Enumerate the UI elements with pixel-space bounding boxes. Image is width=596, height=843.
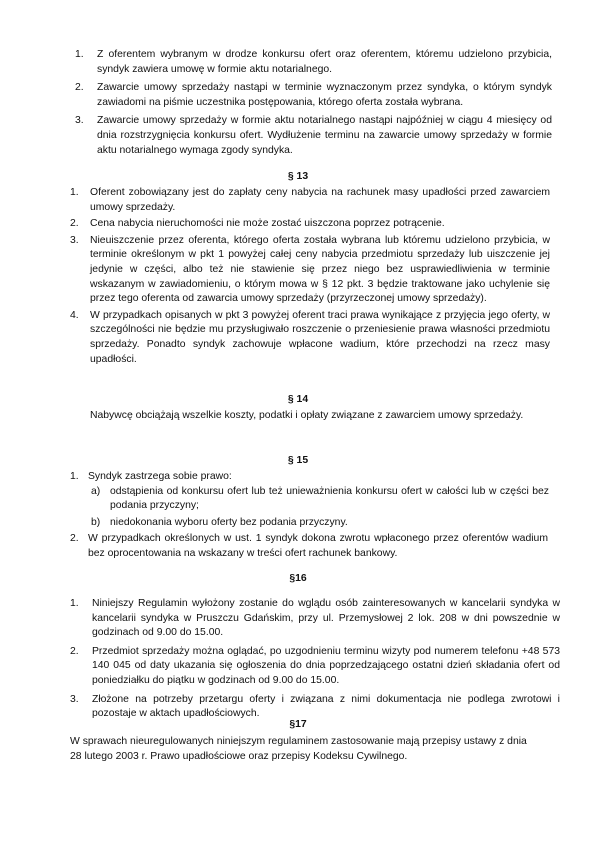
list-text: W przypadkach opisanych w pkt 3 powyżej oferent traci prawa wynikające z przyjęcia jego oferty, w szczególności nie będzie mu przysługiwało roszczenie o przeniesienie prawa własności przedmiotu sprzedaży. Ponadto syndyk zachowuje wpłacone wadium, które przechodzi na rzecz masy upadłości.: [90, 309, 550, 365]
list-text: Przedmiot sprzedaży można oglądać, po uzgodnieniu terminu wizyty pod numerem telefonu +48 573 140 045 od daty ukazania się ogłoszenia do dnia poprzedzającego ostatni dzień składania ofert od poniedziałku do piątku w godzinach od 9.00 do 15.00.: [92, 645, 560, 686]
list-number: 1.: [70, 598, 79, 609]
sub-list-text: niedokonania wyboru oferty bez podania przyczyny.: [110, 516, 348, 528]
list-item: [75, 114, 552, 158]
list-item: [75, 81, 552, 110]
list-number: 3.: [75, 115, 84, 127]
list-number: 2.: [70, 533, 79, 545]
section-heading-17: §17: [289, 719, 307, 730]
list-item: [70, 309, 550, 367]
list-text: Niniejszy Regulamin wyłożony zostanie do wglądu osób zainteresowanych w kancelarii syndyka w kancelarii syndyka w Pruszczu Gdańskim, przy ul. Przemysłowej 2 lok. 208 w dni powszednie w godzinach od 9.00 do 15.00.: [92, 598, 560, 639]
list-item: [70, 217, 550, 232]
list-number: 2.: [70, 218, 79, 230]
section-heading-16: §16: [289, 573, 307, 584]
list-number: 1.: [70, 187, 79, 198]
list-item: [70, 645, 560, 689]
list-number: 3.: [70, 234, 79, 246]
list-item: [70, 234, 550, 307]
list-number: 4.: [70, 309, 79, 321]
list-number: 3.: [70, 693, 79, 705]
intro-list: [0, 48, 596, 158]
list-text: Zawarcie umowy sprzedaży nastąpi w terminie wyznaczonym przez syndyka, o którym syndyk zawiadomi na piśmie uczestnika postępowania, którego oferta została wybrana.: [97, 82, 552, 108]
section-15-list: [0, 470, 596, 562]
list-text: Oferent zobowiązany jest do zapłaty ceny nabycia na rachunek masy upadłości przed zawarciem umowy sprzedaży.: [90, 187, 550, 213]
sub-list-item: [91, 516, 549, 531]
list-item: [70, 597, 560, 641]
section-13-list: [0, 186, 596, 367]
list-text: W przypadkach określonych w ust. 1 syndyk dokona zwrotu wpłaconego przez oferentów wadium bez oprocentowania na wskazany w treści ofert rachunek bankowy.: [88, 533, 548, 559]
section-14-text: Nabywcę obciążają wszelkie koszty, podatki i opłaty związane z zawarciem umowy sprzedaży.: [90, 410, 524, 421]
section-heading-14: § 14: [287, 394, 309, 405]
section-17-text: W sprawach nieuregulowanych niniejszym regulaminem zastosowanie mają przepisy ustawy z dnia 28 lutego 2003 r. Prawo upadłościowe oraz przepisy Kodeksu Cywilnego.: [70, 736, 527, 762]
list-number: 2.: [75, 82, 84, 94]
list-text: Z oferentem wybranym w drodze konkursu ofert oraz oferentem, któremu udzielono przybicia, syndyk zawiera umowę w formie aktu notarialnego.: [97, 49, 552, 75]
list-number: 1.: [75, 49, 84, 60]
list-text: Złożone na potrzeby przetargu oferty i związana z nimi dokumentacja nie podlega zwrotowi i pozostaje w aktach upadłościowych.: [92, 693, 560, 720]
list-item: [70, 470, 548, 485]
list-item: [70, 186, 550, 215]
list-text: Cena nabycia nieruchomości nie może zostać uiszczona poprzez potrącenie.: [90, 218, 445, 230]
list-item: [70, 532, 548, 561]
section-heading-15: § 15: [287, 455, 309, 466]
list-text: Syndyk zastrzega sobie prawo:: [88, 471, 232, 482]
sub-list-letter: a): [91, 485, 101, 497]
sub-list-item: [91, 485, 549, 514]
section-heading-13: § 13: [287, 171, 309, 182]
list-number: 2.: [70, 645, 79, 657]
list-number: 1.: [70, 471, 79, 482]
sub-list-text: odstąpienia od konkursu ofert lub też unieważnienia konkursu ofert w całości lub w części bez podania przyczyny;: [110, 485, 549, 512]
section-16-list: [0, 597, 596, 722]
list-text: Nieuiszczenie przez oferenta, którego oferta została wybrana lub któremu udzielono przybicia, w terminie określonym w pkt 1 powyżej całej ceny nabycia przedmiotu sprzedaży lub uiszczenie jej jedynie w części, albo też nie stawienie się przez niego bez usprawiedliwienia w terminie wskazanym w zawiadomieniu, o którym mowa w § 12 pkt. 3 będzie traktowane jako uchylenie się przez tego oferenta od zawarcia umowy sprzedaży (przyrzeczonej umowy sprzedaży).: [90, 234, 550, 305]
sub-list-letter: b): [91, 516, 101, 528]
list-item: [75, 48, 552, 77]
list-text: Zawarcie umowy sprzedaży w formie aktu notarialnego nastąpi najpóźniej w ciągu 4 miesięcy od dnia rozstrzygnięcia konkursu ofert. Wydłużenie terminu na zawarcie umowy sprzedaży w formie aktu notarialnego wymaga zgody syndyka.: [97, 115, 552, 156]
